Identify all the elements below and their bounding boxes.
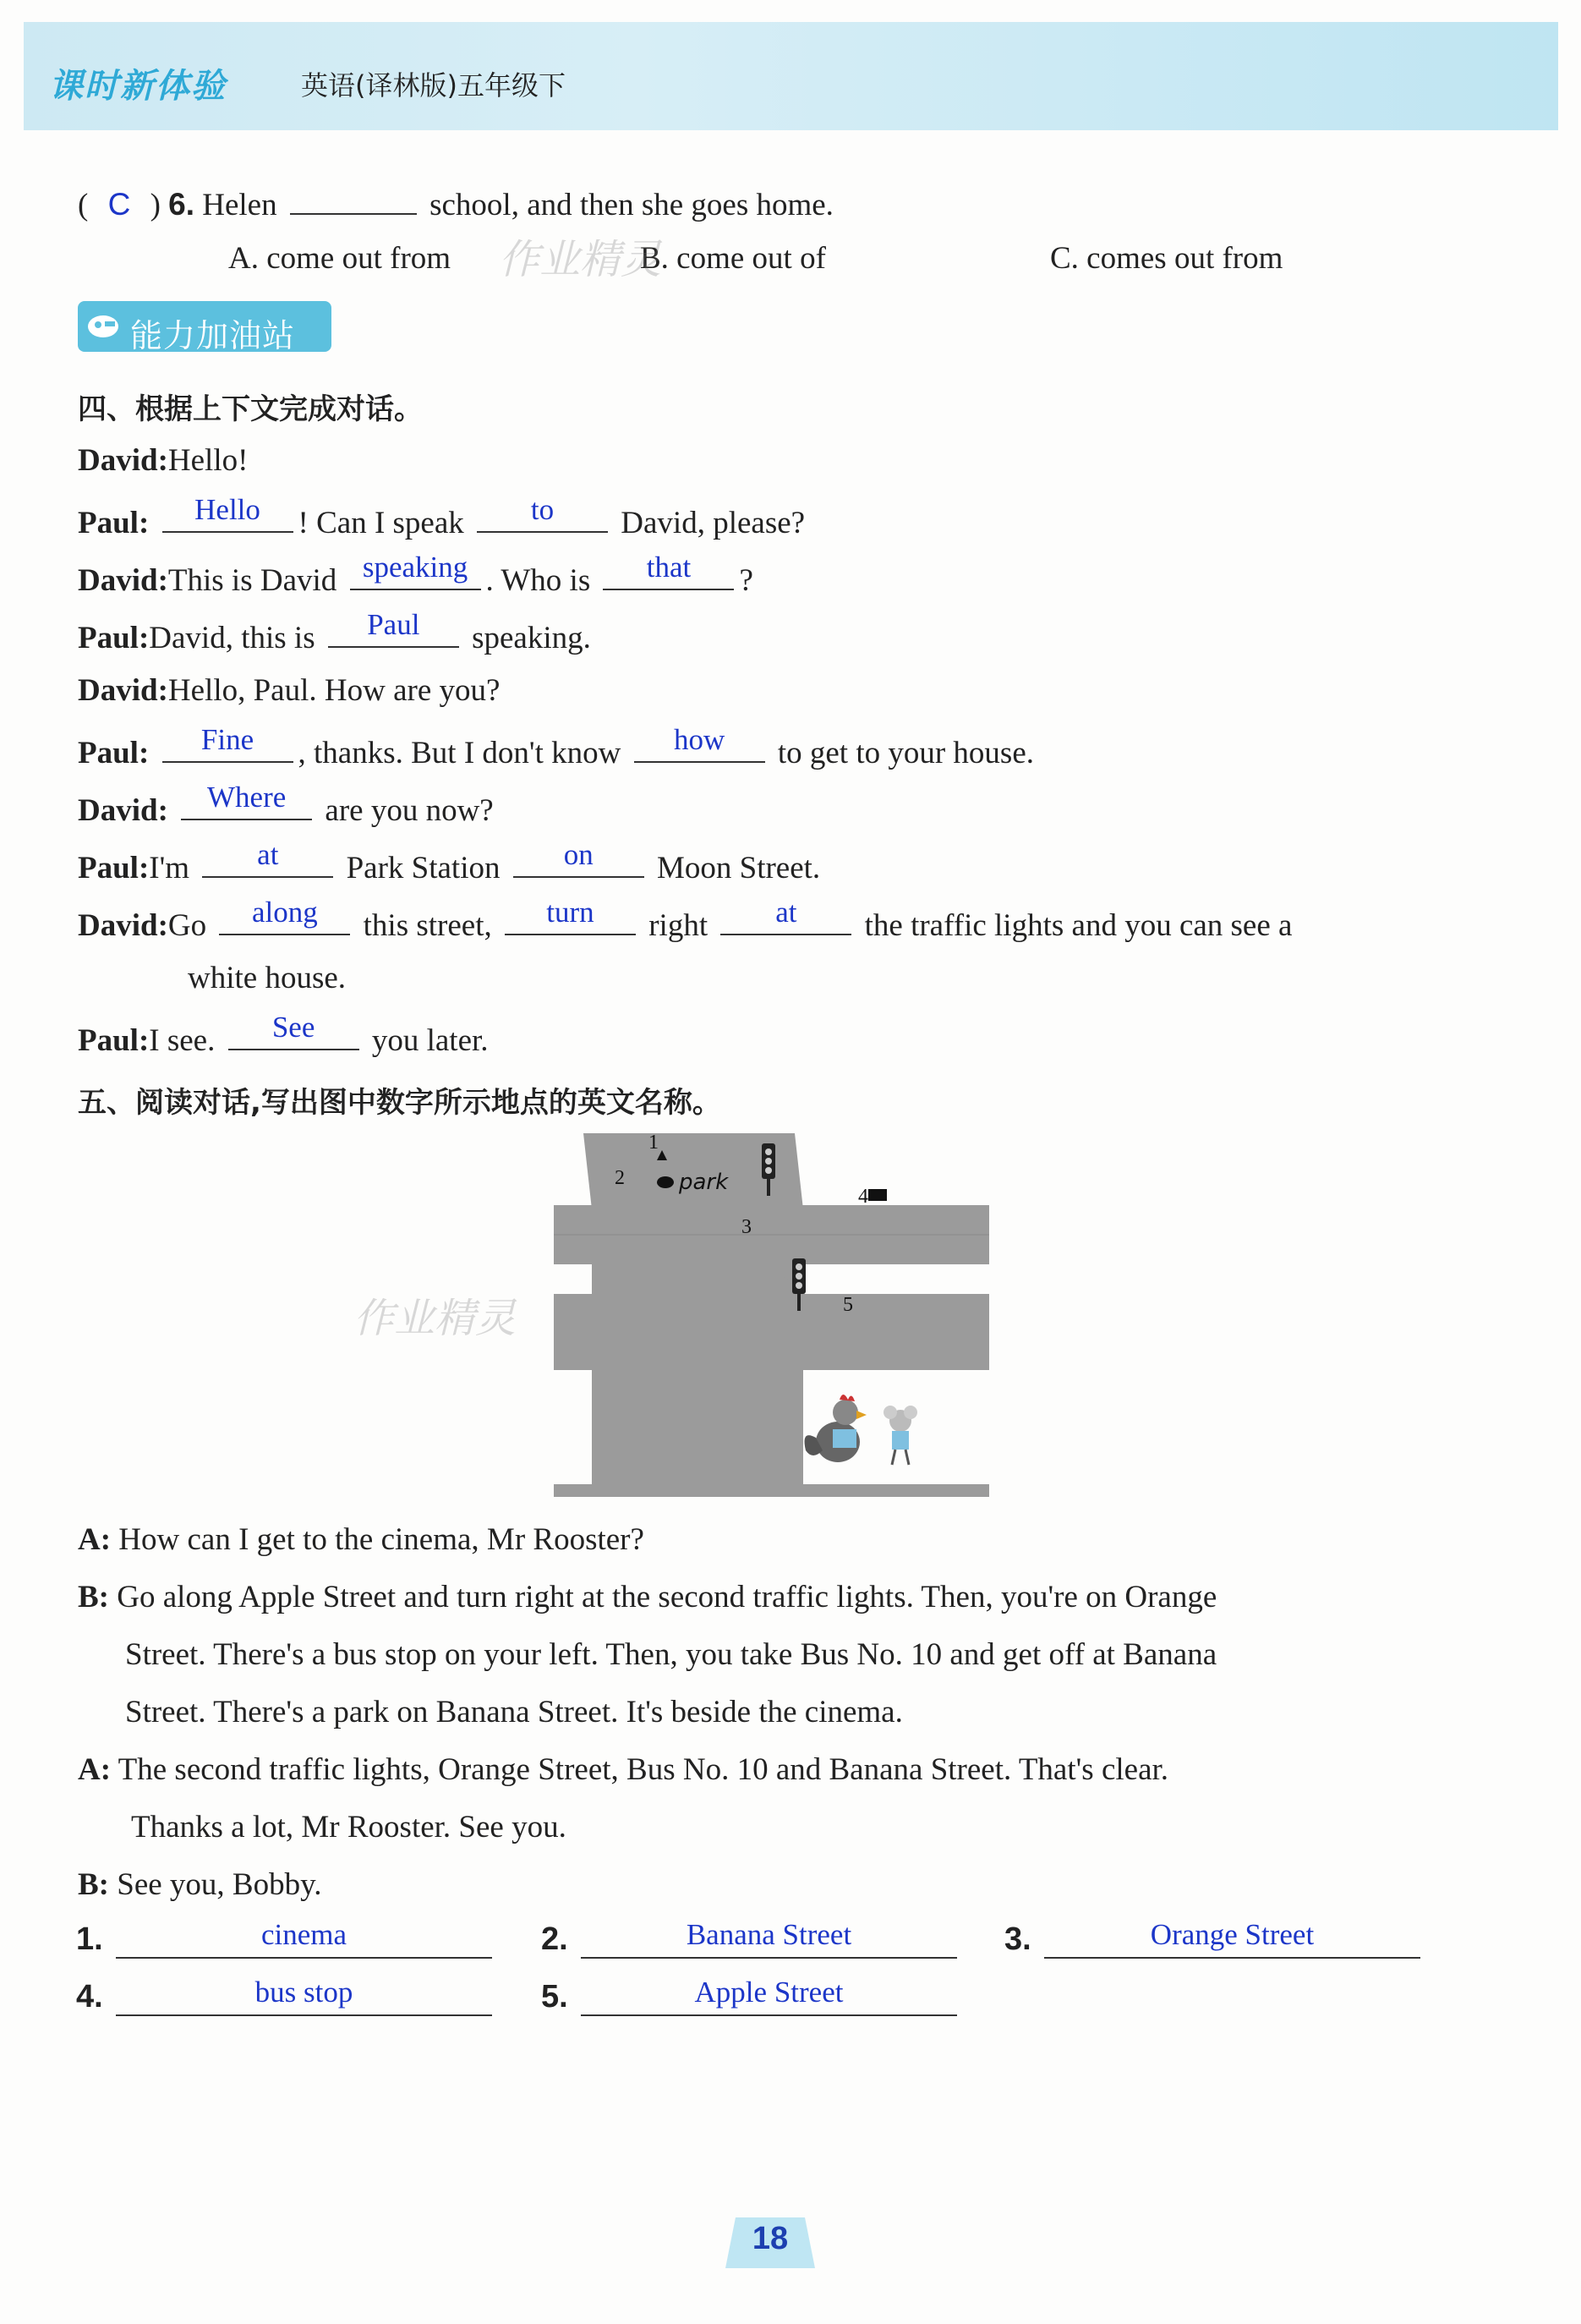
option-b: B. come out of bbox=[640, 241, 826, 276]
road bbox=[554, 1294, 989, 1370]
blank: turn bbox=[505, 905, 636, 935]
dialogue-line: A: How can I get to the cinema, Mr Rooster? bbox=[78, 1522, 644, 1557]
blank: to bbox=[477, 502, 608, 533]
dialogue-line: David: Where are you now? bbox=[78, 781, 494, 828]
map-label-4: 4 bbox=[858, 1186, 868, 1208]
watermark: 作业精灵 bbox=[499, 236, 662, 283]
dialogue-line: David:Hello! bbox=[78, 443, 249, 478]
blank: on bbox=[513, 847, 644, 878]
watermark: 作业精灵 bbox=[353, 1295, 517, 1342]
answer-number: 4. bbox=[76, 1979, 103, 2014]
answer-line: Apple Street bbox=[581, 1979, 957, 2016]
map-label-3: 3 bbox=[741, 1216, 752, 1238]
option-a: A. come out from bbox=[228, 241, 451, 276]
part4-title: 四、根据上下文完成对话。 bbox=[78, 392, 423, 426]
dialogue-line: David:Hello, Paul. How are you? bbox=[78, 673, 501, 708]
dialogue-line: David:This is David speaking . Who is that ? bbox=[78, 551, 753, 598]
dialogue-line-continued: white house. bbox=[188, 961, 347, 995]
answer-number: 5. bbox=[541, 1979, 568, 2014]
book-subject: 英语(译林版)五年级下 bbox=[301, 69, 566, 101]
part5-title: 五、阅读对话,写出图中数字所示地点的英文名称。 bbox=[78, 1086, 721, 1120]
map-label-2: 2 bbox=[615, 1167, 625, 1189]
blank: speaking bbox=[350, 560, 481, 590]
answer-number: 1. bbox=[76, 1921, 103, 1957]
blank: at bbox=[202, 847, 333, 878]
section-tag: 能力加油站 bbox=[78, 301, 331, 352]
brand-logo: 课时新体验 bbox=[49, 67, 227, 106]
answer-line: Banana Street bbox=[581, 1921, 957, 1959]
dialogue-line: David:Go along this street, turn right at the traffic lights and you can see a bbox=[78, 896, 1293, 943]
dialogue-line: B: Go along Apple Street and turn right at the second traffic lights. Then, you're on Orange bbox=[78, 1580, 1217, 1614]
page-number: 18 bbox=[725, 2214, 815, 2268]
question-6: ( C ) 6. Helen school, and then she goes home. bbox=[78, 184, 834, 221]
dialogue-line: Paul:I'm at Park Station on Moon Street. bbox=[78, 838, 821, 885]
dialogue-line: Paul:I see. See you later. bbox=[78, 1011, 489, 1058]
blank: Paul bbox=[328, 617, 459, 648]
answer-number: 3. bbox=[1004, 1921, 1031, 1957]
blank: along bbox=[219, 905, 350, 935]
map-label-1: 1 bbox=[648, 1133, 659, 1154]
map-label-5: 5 bbox=[843, 1294, 853, 1316]
page-header bbox=[24, 22, 1558, 130]
fuel-icon bbox=[86, 311, 120, 340]
dialogue-line: Paul: Hello ! Can I speak to David, please? bbox=[78, 493, 806, 540]
dialogue-line-continued: Thanks a lot, Mr Rooster. See you. bbox=[131, 1810, 566, 1844]
blank bbox=[290, 184, 417, 215]
answer-number: 2. bbox=[541, 1921, 568, 1957]
dialogue-line: B: See you, Bobby. bbox=[78, 1867, 322, 1902]
answer-line: bus stop bbox=[116, 1979, 492, 2016]
blank: how bbox=[634, 732, 765, 763]
dialogue-line-continued: Street. There's a bus stop on your left. Then, you take Bus No. 10 and get off at Banana bbox=[125, 1637, 1217, 1672]
blank: Fine bbox=[162, 732, 293, 763]
option-c: C. comes out from bbox=[1050, 241, 1283, 276]
blank: See bbox=[228, 1020, 359, 1050]
answer-line: Orange Street bbox=[1044, 1921, 1420, 1959]
blank: Hello bbox=[162, 502, 293, 533]
dialogue-line: Paul:David, this is Paul speaking. bbox=[78, 608, 591, 655]
park-label: park bbox=[679, 1170, 729, 1195]
blank: at bbox=[720, 905, 851, 935]
bus-stop-icon bbox=[868, 1189, 887, 1201]
blank: that bbox=[603, 560, 734, 590]
blank: Where bbox=[181, 790, 312, 820]
answer-choice: C bbox=[107, 187, 131, 222]
dialogue-line: Paul: Fine , thanks. But I don't know how to get to your house. bbox=[78, 723, 1034, 770]
dialogue-line: A: The second traffic lights, Orange Street, Bus No. 10 and Banana Street. That's clear. bbox=[78, 1752, 1169, 1787]
street-map bbox=[554, 1133, 989, 1497]
park-dot-icon bbox=[657, 1176, 674, 1188]
dialogue-line-continued: Street. There's a park on Banana Street. It's beside the cinema. bbox=[125, 1695, 903, 1729]
answer-line: cinema bbox=[116, 1921, 492, 1959]
